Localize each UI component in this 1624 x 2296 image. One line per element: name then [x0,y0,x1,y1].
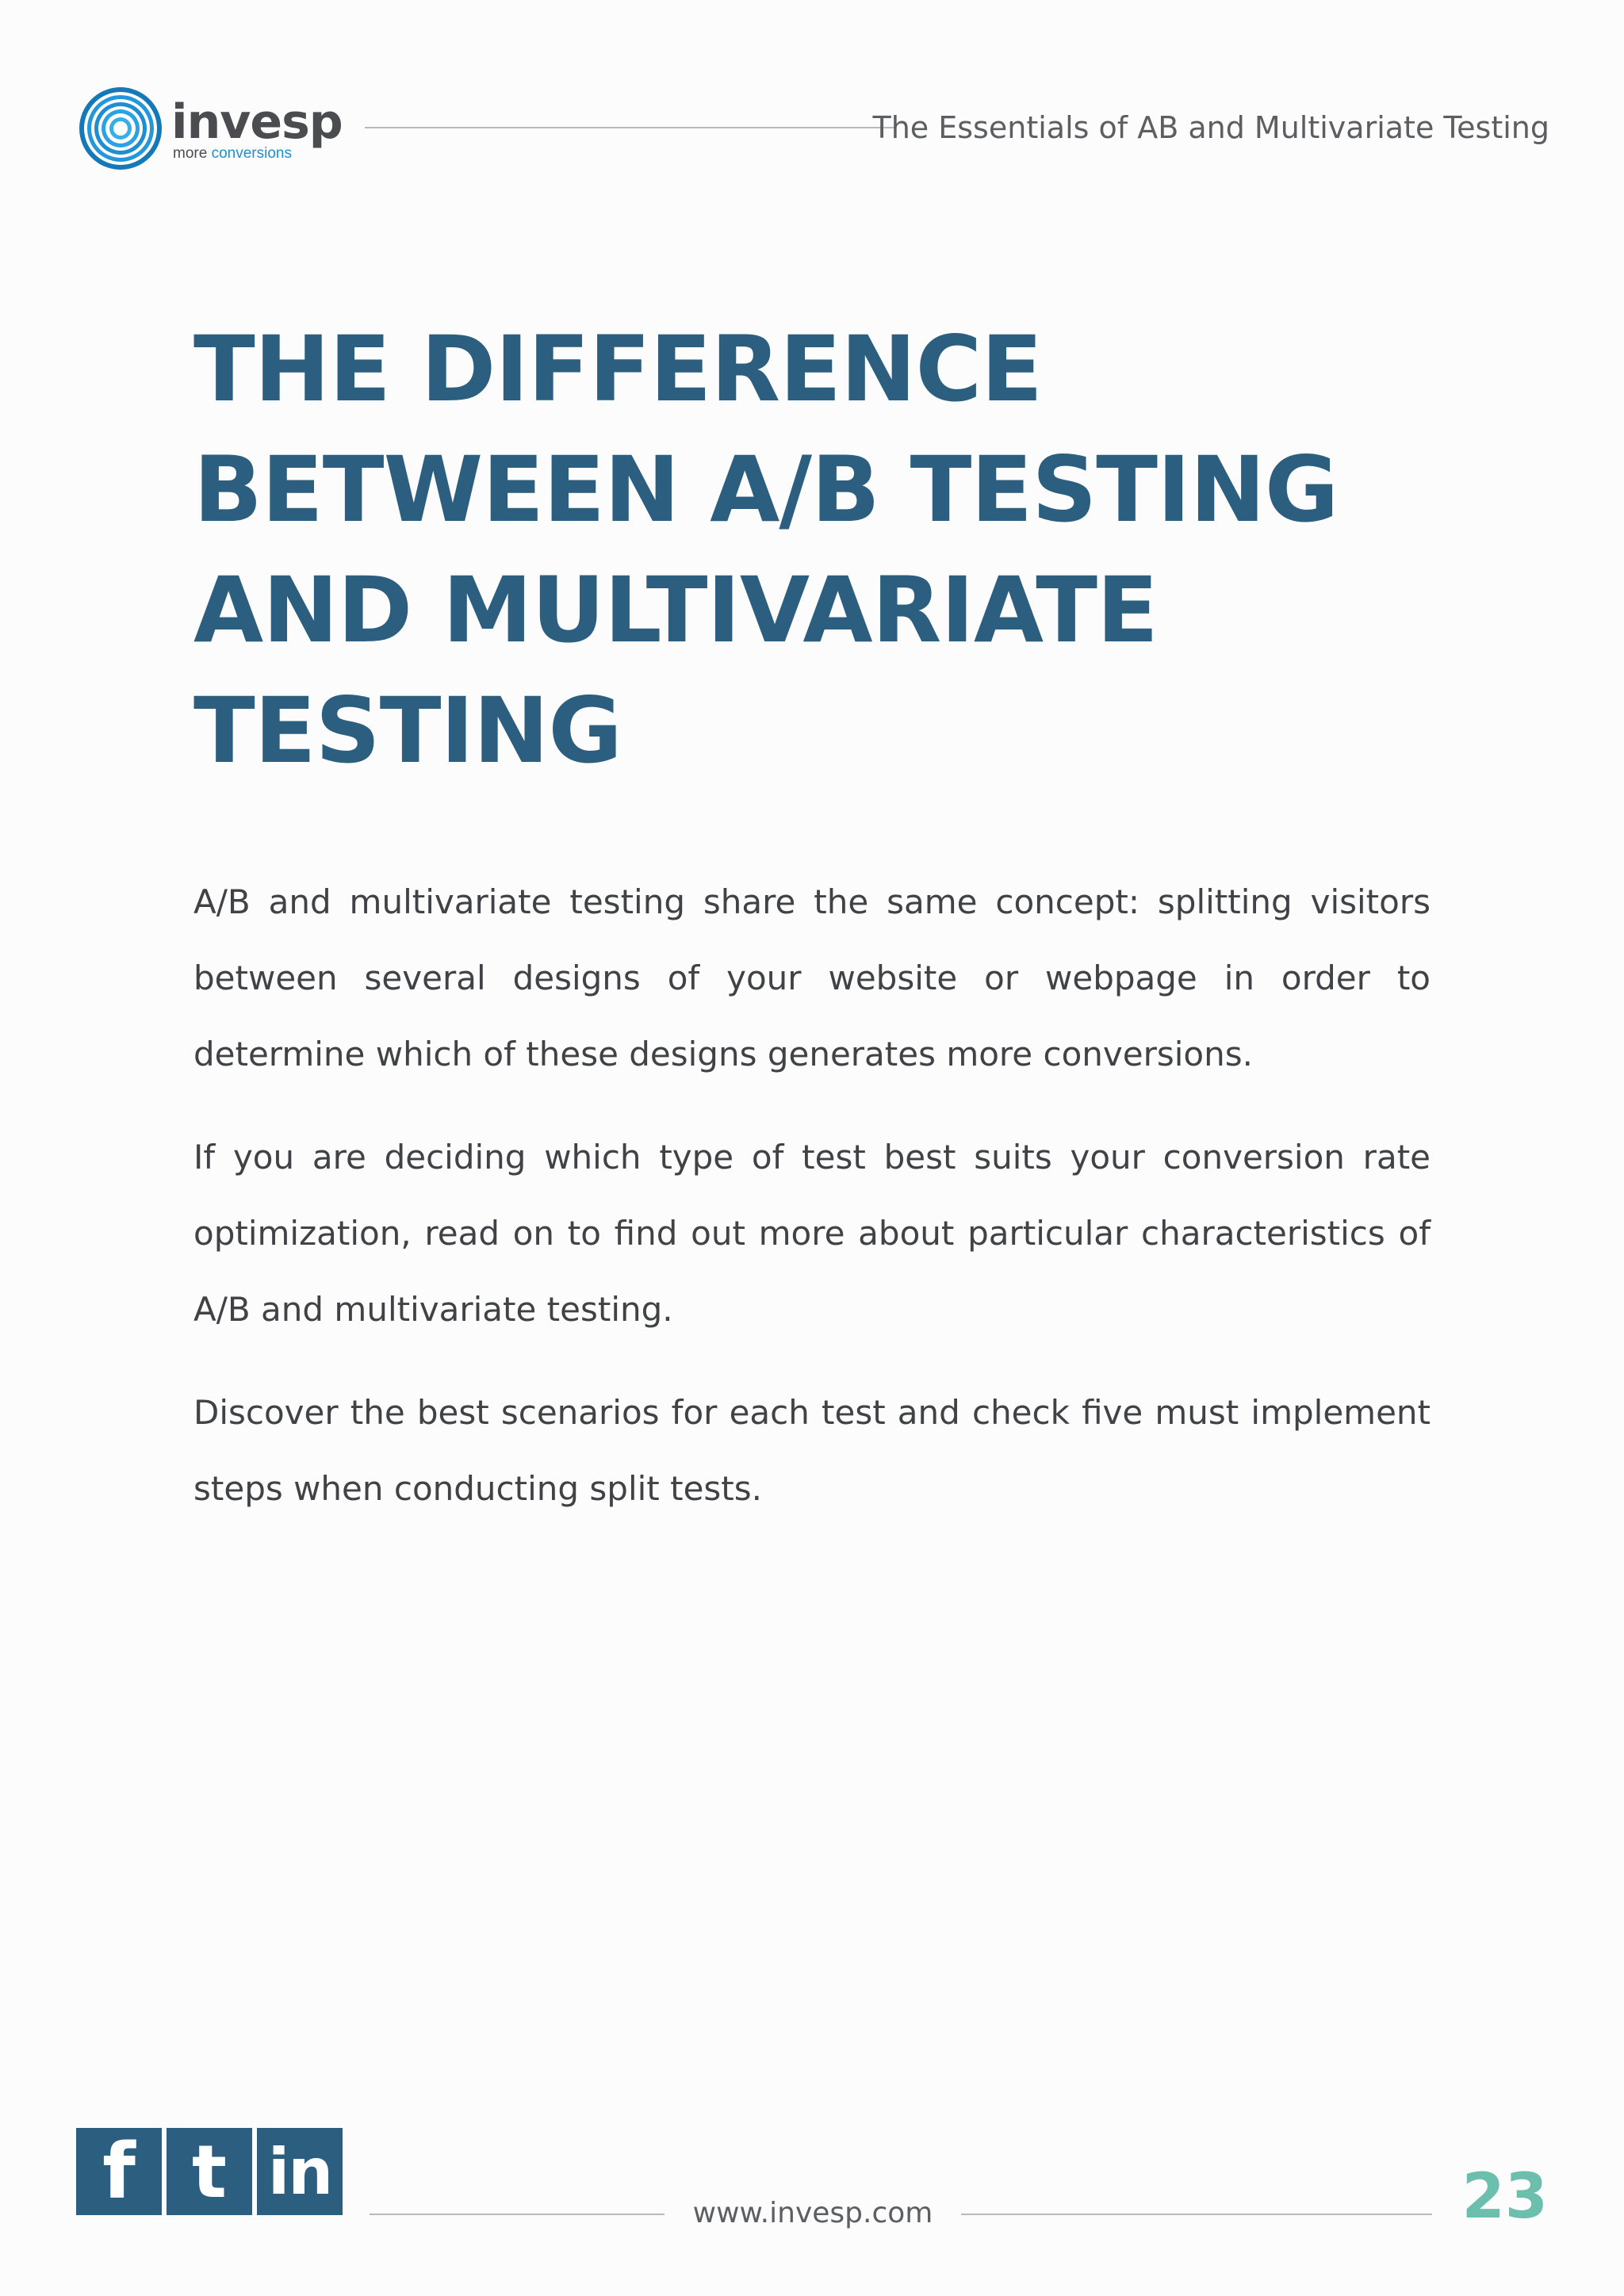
footer-divider-left [370,2214,665,2215]
heading-line: AND MULTIVARIATE [193,557,1158,663]
paragraph: If you are deciding which type of test best suits your conversion rate optimization, read on to find out more about particular characteristics of A/B and multivariate testing. [193,1138,1431,1329]
page-number: 23 [1461,2161,1548,2233]
heading-line: TESTING [193,678,622,783]
document-title: The Essentials of AB and Multivariate Testing [872,110,1549,145]
social-links [76,2128,343,2215]
linkedin-icon[interactable]: in [257,2128,343,2215]
heading-line: THE DIFFERENCE [193,316,1043,422]
website-link[interactable]: www.invesp.com [692,2197,933,2229]
logo-wordmark: invesp [171,94,343,150]
footer-divider-right [961,2214,1432,2215]
body-text [193,864,1431,1554]
page-heading [193,309,1462,791]
facebook-icon[interactable]: f [76,2128,162,2215]
logo-tagline [173,146,292,162]
paragraph: A/B and multivariate testing share the same concept: splitting visitors between several designs of your website or webpage in order to determine which of these designs generates more conversions. [193,882,1431,1073]
heading-line: BETWEEN A/B TESTING [193,437,1339,542]
twitter-icon[interactable]: t [167,2128,252,2215]
header-divider [365,127,896,128]
logo-tagline-accent: conversions [211,145,292,162]
invesp-logo[interactable] [76,82,346,174]
concentric-rings-logo-icon [76,84,165,173]
paragraph: Discover the best scenarios for each test and check five must implement steps when conducting split tests. [193,1393,1431,1508]
logo-tagline-prefix: more [173,145,208,162]
